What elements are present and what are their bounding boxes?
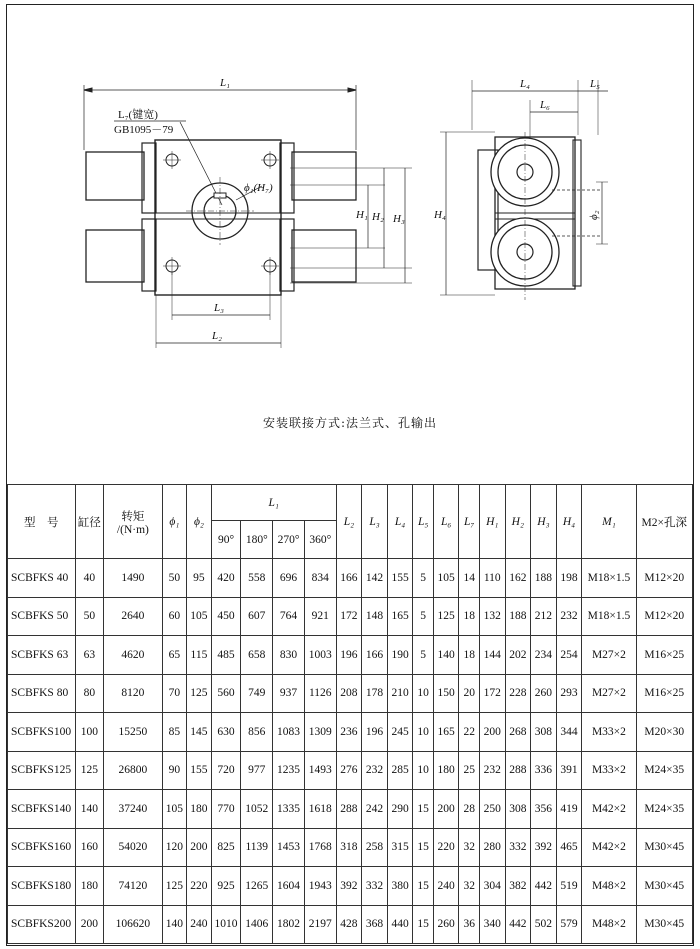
table-cell: 20	[459, 674, 479, 713]
table-cell: 558	[241, 559, 273, 598]
table-cell: 196	[362, 713, 388, 752]
table-cell: M24×35	[636, 751, 692, 790]
table-cell: 8120	[104, 674, 162, 713]
table-cell: M27×2	[582, 674, 636, 713]
header-L1-270: 270°	[273, 521, 305, 559]
table-cell: M33×2	[582, 751, 636, 790]
header-L4: L₄	[387, 485, 413, 559]
table-cell: 120	[162, 828, 187, 867]
table-cell: M42×2	[582, 790, 636, 829]
table-cell: 1003	[304, 636, 336, 675]
table-cell: 10	[413, 713, 433, 752]
table-cell: 212	[531, 597, 557, 636]
table-cell: 25	[459, 751, 479, 790]
table-cell: 228	[505, 674, 531, 713]
table-cell: 1052	[241, 790, 273, 829]
table-row	[8, 636, 693, 675]
table-cell: 188	[505, 597, 531, 636]
table-cell: 485	[211, 636, 241, 675]
dim-phi2: ϕ₂	[588, 210, 600, 220]
table-cell: 172	[336, 597, 362, 636]
table-cell: 336	[531, 751, 557, 790]
table-cell: 607	[241, 597, 273, 636]
table-cell: 825	[211, 828, 241, 867]
table-cell: 315	[387, 828, 413, 867]
table-cell: 148	[362, 597, 388, 636]
table-cell: 165	[433, 713, 459, 752]
table-cell: 1083	[273, 713, 305, 752]
table-cell: SCBFKS100	[8, 713, 76, 752]
table-cell: 1126	[304, 674, 336, 713]
table-cell: 200	[75, 905, 104, 944]
label-standard: GB1095－79	[114, 124, 174, 136]
table-cell: 234	[531, 636, 557, 675]
table-cell: 356	[531, 790, 557, 829]
header-phi1: ϕ₁	[162, 485, 187, 559]
table-cell: M12×20	[636, 597, 692, 636]
table-cell: 160	[75, 828, 104, 867]
table-cell: 132	[479, 597, 505, 636]
front-view	[84, 77, 412, 348]
table-cell: 392	[531, 828, 557, 867]
table-cell: 937	[273, 674, 305, 713]
label-L7: L₇(键宽)	[118, 109, 158, 121]
table-cell: 560	[211, 674, 241, 713]
table-cell: 340	[479, 905, 505, 944]
table-cell: 145	[187, 713, 212, 752]
table-cell: 150	[433, 674, 459, 713]
table-cell: 180	[433, 751, 459, 790]
table-cell: 106620	[104, 905, 162, 944]
header-L2: L₂	[336, 485, 362, 559]
table-cell: 10	[413, 751, 433, 790]
table-cell: M48×2	[582, 867, 636, 906]
table-cell: 22	[459, 713, 479, 752]
dim-L3: L₃	[214, 302, 224, 314]
side-view	[433, 78, 608, 300]
table-cell: M20×30	[636, 713, 692, 752]
table-cell: SCBFKS 80	[8, 674, 76, 713]
table-cell: 254	[556, 636, 582, 675]
table-cell: 180	[75, 867, 104, 906]
table-cell: 165	[387, 597, 413, 636]
table-cell: 1768	[304, 828, 336, 867]
table-cell: 344	[556, 713, 582, 752]
table-cell: 391	[556, 751, 582, 790]
table-cell: 200	[187, 828, 212, 867]
table-cell: M30×45	[636, 905, 692, 944]
table-cell: M30×45	[636, 867, 692, 906]
table-cell: 465	[556, 828, 582, 867]
table-cell: 125	[75, 751, 104, 790]
header-H2: H₂	[505, 485, 531, 559]
header-phi2: ϕ₂	[187, 485, 212, 559]
table-cell: 232	[556, 597, 582, 636]
table-cell: 450	[211, 597, 241, 636]
table-cell: 65	[162, 636, 187, 675]
dim-H2: H₂	[372, 211, 384, 223]
table-cell: 105	[162, 790, 187, 829]
dim-H4: H₄	[434, 209, 446, 221]
table-cell: 50	[162, 559, 187, 598]
table-cell: M30×45	[636, 828, 692, 867]
table-cell: 15	[413, 790, 433, 829]
table-cell: 240	[433, 867, 459, 906]
table-cell: 172	[479, 674, 505, 713]
table-cell: 308	[531, 713, 557, 752]
table-cell: 37240	[104, 790, 162, 829]
table-cell: 28	[459, 790, 479, 829]
table-cell: 200	[479, 713, 505, 752]
table-cell: 198	[556, 559, 582, 598]
table-cell: 260	[433, 905, 459, 944]
table-cell: 166	[362, 636, 388, 675]
header-H1: H₁	[479, 485, 505, 559]
header-L7: L₇	[459, 485, 479, 559]
header-L3: L₃	[362, 485, 388, 559]
header-torque: 转矩 /(N·m)	[104, 485, 162, 559]
header-L1-180: 180°	[241, 521, 273, 559]
table-cell: 1406	[241, 905, 273, 944]
header-L1-360: 360°	[304, 521, 336, 559]
header-L6: L₆	[433, 485, 459, 559]
spec-table-body	[8, 559, 693, 944]
table-cell: 579	[556, 905, 582, 944]
table-cell: SCBFKS 50	[8, 597, 76, 636]
table-cell: 188	[531, 559, 557, 598]
table-cell: 250	[479, 790, 505, 829]
table-cell: M42×2	[582, 828, 636, 867]
table-cell: 15250	[104, 713, 162, 752]
header-L1: L₁	[211, 485, 336, 521]
table-cell: 1335	[273, 790, 305, 829]
table-cell: 502	[531, 905, 557, 944]
table-cell: 519	[556, 867, 582, 906]
table-cell: 60	[162, 597, 187, 636]
table-cell: 420	[211, 559, 241, 598]
table-cell: SCBFKS180	[8, 867, 76, 906]
table-cell: 240	[187, 905, 212, 944]
table-cell: 288	[505, 751, 531, 790]
table-cell: 2197	[304, 905, 336, 944]
table-cell: 2640	[104, 597, 162, 636]
header-model: 型 号	[8, 485, 76, 559]
table-cell: M27×2	[582, 636, 636, 675]
table-cell: 155	[387, 559, 413, 598]
table-cell: 32	[459, 828, 479, 867]
table-cell: 95	[187, 559, 212, 598]
table-cell: M18×1.5	[582, 597, 636, 636]
table-cell: M12×20	[636, 559, 692, 598]
table-cell: 290	[387, 790, 413, 829]
table-cell: 36	[459, 905, 479, 944]
table-cell: 26800	[104, 751, 162, 790]
table-cell: 242	[362, 790, 388, 829]
table-cell: 196	[336, 636, 362, 675]
table-cell: 658	[241, 636, 273, 675]
header-L1-90: 90°	[211, 521, 241, 559]
table-cell: 155	[187, 751, 212, 790]
table-cell: 210	[387, 674, 413, 713]
table-cell: SCBFKS125	[8, 751, 76, 790]
table-cell: 10	[413, 674, 433, 713]
dim-H1: H₁	[356, 209, 368, 221]
table-row	[8, 713, 693, 752]
dim-H3: H₃	[393, 213, 405, 225]
table-cell: 392	[336, 867, 362, 906]
table-cell: 308	[505, 790, 531, 829]
table-cell: 115	[187, 636, 212, 675]
table-cell: 105	[187, 597, 212, 636]
table-cell: 236	[336, 713, 362, 752]
table-row	[8, 867, 693, 906]
table-cell: 1453	[273, 828, 305, 867]
table-cell: 921	[304, 597, 336, 636]
table-cell: 40	[75, 559, 104, 598]
dim-L5: L₅	[590, 78, 600, 90]
table-cell: SCBFKS160	[8, 828, 76, 867]
table-cell: 140	[75, 790, 104, 829]
table-cell: 770	[211, 790, 241, 829]
table-row	[8, 597, 693, 636]
table-cell: 285	[387, 751, 413, 790]
table-cell: 258	[362, 828, 388, 867]
dim-L1: L₁	[220, 77, 230, 89]
table-cell: 5	[413, 559, 433, 598]
table-cell: 190	[387, 636, 413, 675]
table-cell: 140	[162, 905, 187, 944]
table-cell: 125	[162, 867, 187, 906]
table-cell: 220	[187, 867, 212, 906]
table-cell: 162	[505, 559, 531, 598]
table-cell: 260	[531, 674, 557, 713]
table-cell: 90	[162, 751, 187, 790]
header-H4: H₄	[556, 485, 582, 559]
table-cell: M18×1.5	[582, 559, 636, 598]
table-cell: 142	[362, 559, 388, 598]
table-cell: 5	[413, 636, 433, 675]
table-cell: 382	[505, 867, 531, 906]
table-cell: M16×25	[636, 636, 692, 675]
table-cell: 268	[505, 713, 531, 752]
table-cell: 4620	[104, 636, 162, 675]
table-cell: 280	[479, 828, 505, 867]
table-cell: 630	[211, 713, 241, 752]
table-cell: 442	[505, 905, 531, 944]
table-cell: 14	[459, 559, 479, 598]
header-H3: H₃	[531, 485, 557, 559]
table-row	[8, 828, 693, 867]
table-cell: 1139	[241, 828, 273, 867]
table-cell: 125	[433, 597, 459, 636]
table-cell: 63	[75, 636, 104, 675]
table-row	[8, 751, 693, 790]
table-row	[8, 674, 693, 713]
header-bore: 缸径	[75, 485, 104, 559]
table-cell: 50	[75, 597, 104, 636]
table-cell: 419	[556, 790, 582, 829]
table-cell: 696	[273, 559, 305, 598]
table-cell: SCBFKS140	[8, 790, 76, 829]
table-row	[8, 905, 693, 944]
table-cell: 232	[479, 751, 505, 790]
header-M1: M₁	[582, 485, 636, 559]
table-cell: 144	[479, 636, 505, 675]
table-cell: 18	[459, 597, 479, 636]
table-cell: M33×2	[582, 713, 636, 752]
table-cell: 200	[433, 790, 459, 829]
table-cell: 977	[241, 751, 273, 790]
table-cell: 208	[336, 674, 362, 713]
table-cell: 1235	[273, 751, 305, 790]
table-cell: 318	[336, 828, 362, 867]
table-cell: 32	[459, 867, 479, 906]
table-cell: 1604	[273, 867, 305, 906]
table-cell: 100	[75, 713, 104, 752]
table-cell: 1493	[304, 751, 336, 790]
table-cell: 1309	[304, 713, 336, 752]
table-cell: 834	[304, 559, 336, 598]
table-cell: 276	[336, 751, 362, 790]
table-cell: 830	[273, 636, 305, 675]
table-cell: 720	[211, 751, 241, 790]
table-cell: SCBFKS 63	[8, 636, 76, 675]
table-cell: 1943	[304, 867, 336, 906]
table-cell: 80	[75, 674, 104, 713]
table-row	[8, 790, 693, 829]
table-cell: 105	[433, 559, 459, 598]
table-cell: 749	[241, 674, 273, 713]
mounting-caption: 安装联接方式:法兰式、孔输出	[262, 416, 438, 430]
table-cell: 178	[362, 674, 388, 713]
header-L5: L₅	[413, 485, 433, 559]
table-cell: 293	[556, 674, 582, 713]
header-M2: M2×孔深	[636, 485, 692, 559]
table-cell: 15	[413, 828, 433, 867]
table-cell: 1618	[304, 790, 336, 829]
table-cell: 442	[531, 867, 557, 906]
table-cell: 140	[433, 636, 459, 675]
table-cell: 245	[387, 713, 413, 752]
table-cell: 166	[336, 559, 362, 598]
table-cell: 70	[162, 674, 187, 713]
dim-L2: L₂	[212, 330, 222, 342]
spec-table	[7, 484, 693, 944]
table-cell: 18	[459, 636, 479, 675]
table-cell: 380	[387, 867, 413, 906]
table-cell: 1265	[241, 867, 273, 906]
table-cell: 85	[162, 713, 187, 752]
table-cell: 54020	[104, 828, 162, 867]
table-cell: 180	[187, 790, 212, 829]
table-cell: 428	[336, 905, 362, 944]
dim-L4: L₄	[520, 78, 530, 90]
table-cell: SCBFKS200	[8, 905, 76, 944]
table-cell: 74120	[104, 867, 162, 906]
table-cell: 304	[479, 867, 505, 906]
table-cell: 332	[362, 867, 388, 906]
table-cell: M48×2	[582, 905, 636, 944]
table-cell: SCBFKS 40	[8, 559, 76, 598]
table-cell: 1490	[104, 559, 162, 598]
table-cell: 332	[505, 828, 531, 867]
dim-L6: L₆	[540, 99, 550, 111]
table-cell: 1802	[273, 905, 305, 944]
table-cell: 202	[505, 636, 531, 675]
table-cell: 232	[362, 751, 388, 790]
table-cell: 288	[336, 790, 362, 829]
table-row	[8, 559, 693, 598]
table-cell: 764	[273, 597, 305, 636]
table-cell: 5	[413, 597, 433, 636]
table-cell: 220	[433, 828, 459, 867]
table-cell: M24×35	[636, 790, 692, 829]
table-cell: 925	[211, 867, 241, 906]
table-cell: 856	[241, 713, 273, 752]
label-phi1: ϕ₁(H₇)	[244, 182, 273, 194]
table-cell: M16×25	[636, 674, 692, 713]
table-cell: 368	[362, 905, 388, 944]
table-cell: 125	[187, 674, 212, 713]
table-cell: 440	[387, 905, 413, 944]
table-cell: 1010	[211, 905, 241, 944]
table-cell: 110	[479, 559, 505, 598]
table-cell: 15	[413, 867, 433, 906]
table-cell: 15	[413, 905, 433, 944]
